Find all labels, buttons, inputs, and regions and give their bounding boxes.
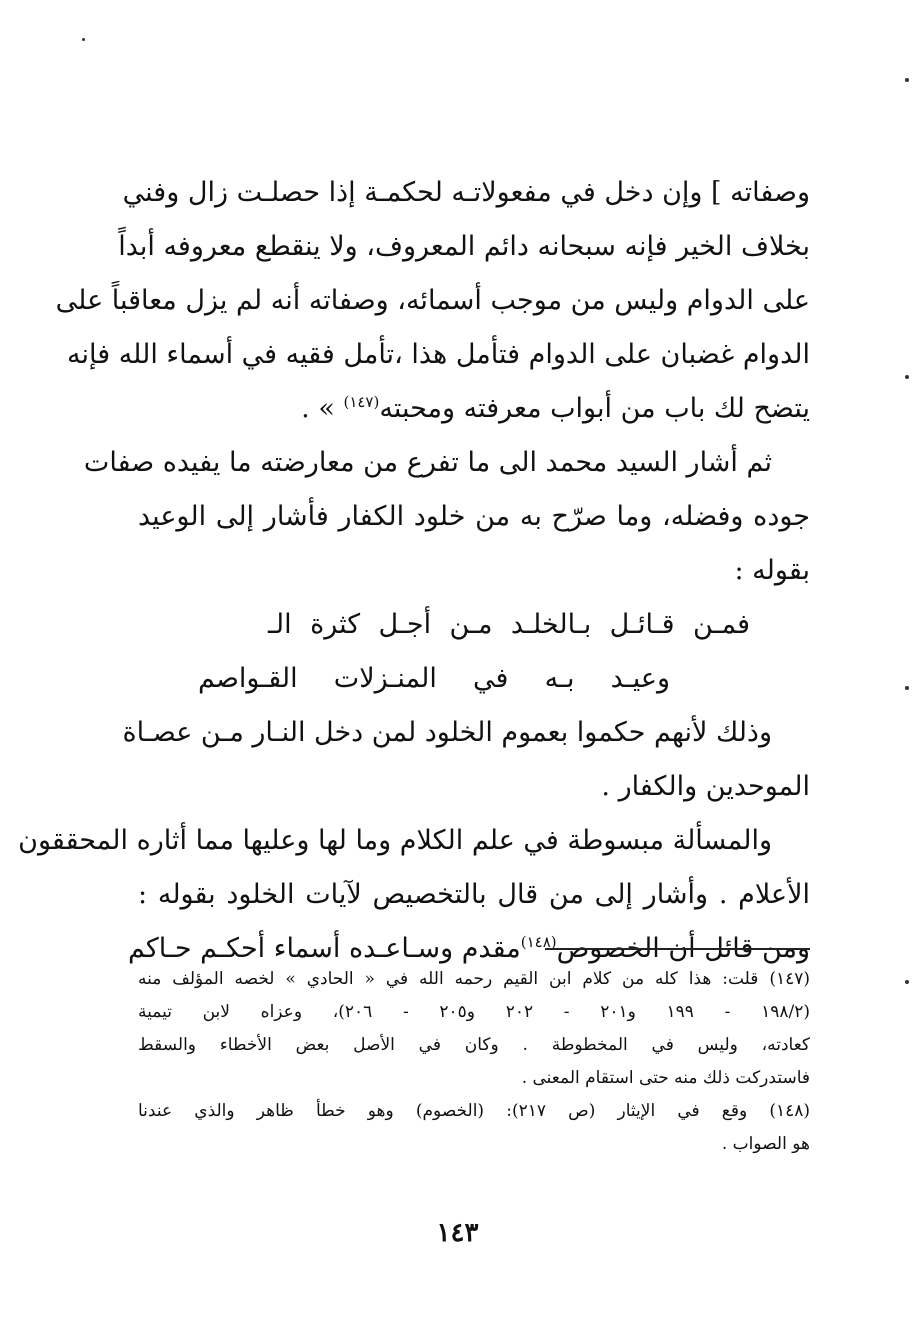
verse-start: ومن قائل أن الخصوص xyxy=(556,933,810,964)
footnotes xyxy=(138,963,810,1161)
scan-speck xyxy=(905,980,909,984)
footnote-line: كعادته، وليس في المخطوطة . وكان في الأصل بعض الأخطاء والسقط xyxy=(138,1035,810,1055)
scan-speck xyxy=(82,38,85,41)
footnote-ref-148[interactable]: (١٤٨) xyxy=(520,933,557,951)
text-line: يتضح لك باب من أبواب معرفته ومحبته xyxy=(379,393,810,424)
verse-line: وعيـد بـه في المنـزلات القـواصم xyxy=(198,663,670,694)
text-line: على الدوام وليس من موجب أسمائه، وصفاته أنه لم يزل معاقباً على xyxy=(55,285,810,316)
text-line: جوده وفضله، وما صرّح به من خلود الكفار فأشار إلى الوعيد xyxy=(138,501,810,532)
footnote-line: (١٩٨/٢ - ١٩٩ و٢٠١ - ٢٠٢ و٢٠٥ - ٢٠٦)، وعزاه لابن تيمية xyxy=(138,1002,810,1022)
footnote-line: (١٤٧) قلت: هذا كله من كلام ابن القيم رحمه الله في « الحادي » لخصه المؤلف منه xyxy=(138,969,810,989)
scan-speck xyxy=(905,78,909,82)
footnote-line: هو الصواب . xyxy=(721,1134,810,1154)
text-line: والمسألة مبسوطة في علم الكلام وما لها وعليها مما أثاره المحققون xyxy=(18,825,772,856)
text-line: الدوام غضبان على الدوام فتأمل هذا ،تأمل فقيه في أسماء الله فإنه xyxy=(66,339,810,370)
text-line: الموحدين والكفار . xyxy=(601,771,810,802)
page-number: ١٤٣ xyxy=(436,1218,479,1248)
quote-close: » . xyxy=(301,393,344,424)
scan-speck xyxy=(905,375,909,379)
footnote-separator xyxy=(545,948,810,950)
text-line: ثم أشار السيد محمد الى ما تفرع من معارضته ما يفيده صفات xyxy=(83,447,772,478)
text-line-with-ref xyxy=(138,382,810,436)
verse-end: مقدم وسـاعـده أسماء أحكـم حـاكم xyxy=(127,933,521,964)
verse-line: فمـن قـائـل بـالخلـد مـن أجـل كثرة الـ xyxy=(268,609,750,640)
scan-speck xyxy=(905,686,909,690)
footnote-line: فاستدركت ذلك منه حتى استقام المعنى . xyxy=(521,1068,810,1088)
text-line: بقوله : xyxy=(734,555,810,586)
text-line: وصفاته ] وإن دخل في مفعولاتـه لحكمـة إذا حصلـت زال وفني xyxy=(122,177,810,208)
footnote-line: (١٤٨) وقع في الإيثار (ص ٢١٧): (الخصوم) وهو خطأ ظاهر والذي عندنا xyxy=(138,1101,810,1121)
text-line: بخلاف الخير فإنه سبحانه دائم المعروف، ولا ينقطع معروفه أبداً xyxy=(118,231,810,262)
text-line: الأعلام . وأشار إلى من قال بالتخصيص لآيات الخلود بقوله : xyxy=(138,879,810,910)
footnote-ref-147[interactable]: (١٤٧) xyxy=(343,393,380,411)
main-text xyxy=(18,166,810,976)
text-line: وذلك لأنهم حكموا بعموم الخلود لمن دخل النـار مـن عصـاة xyxy=(122,717,772,748)
